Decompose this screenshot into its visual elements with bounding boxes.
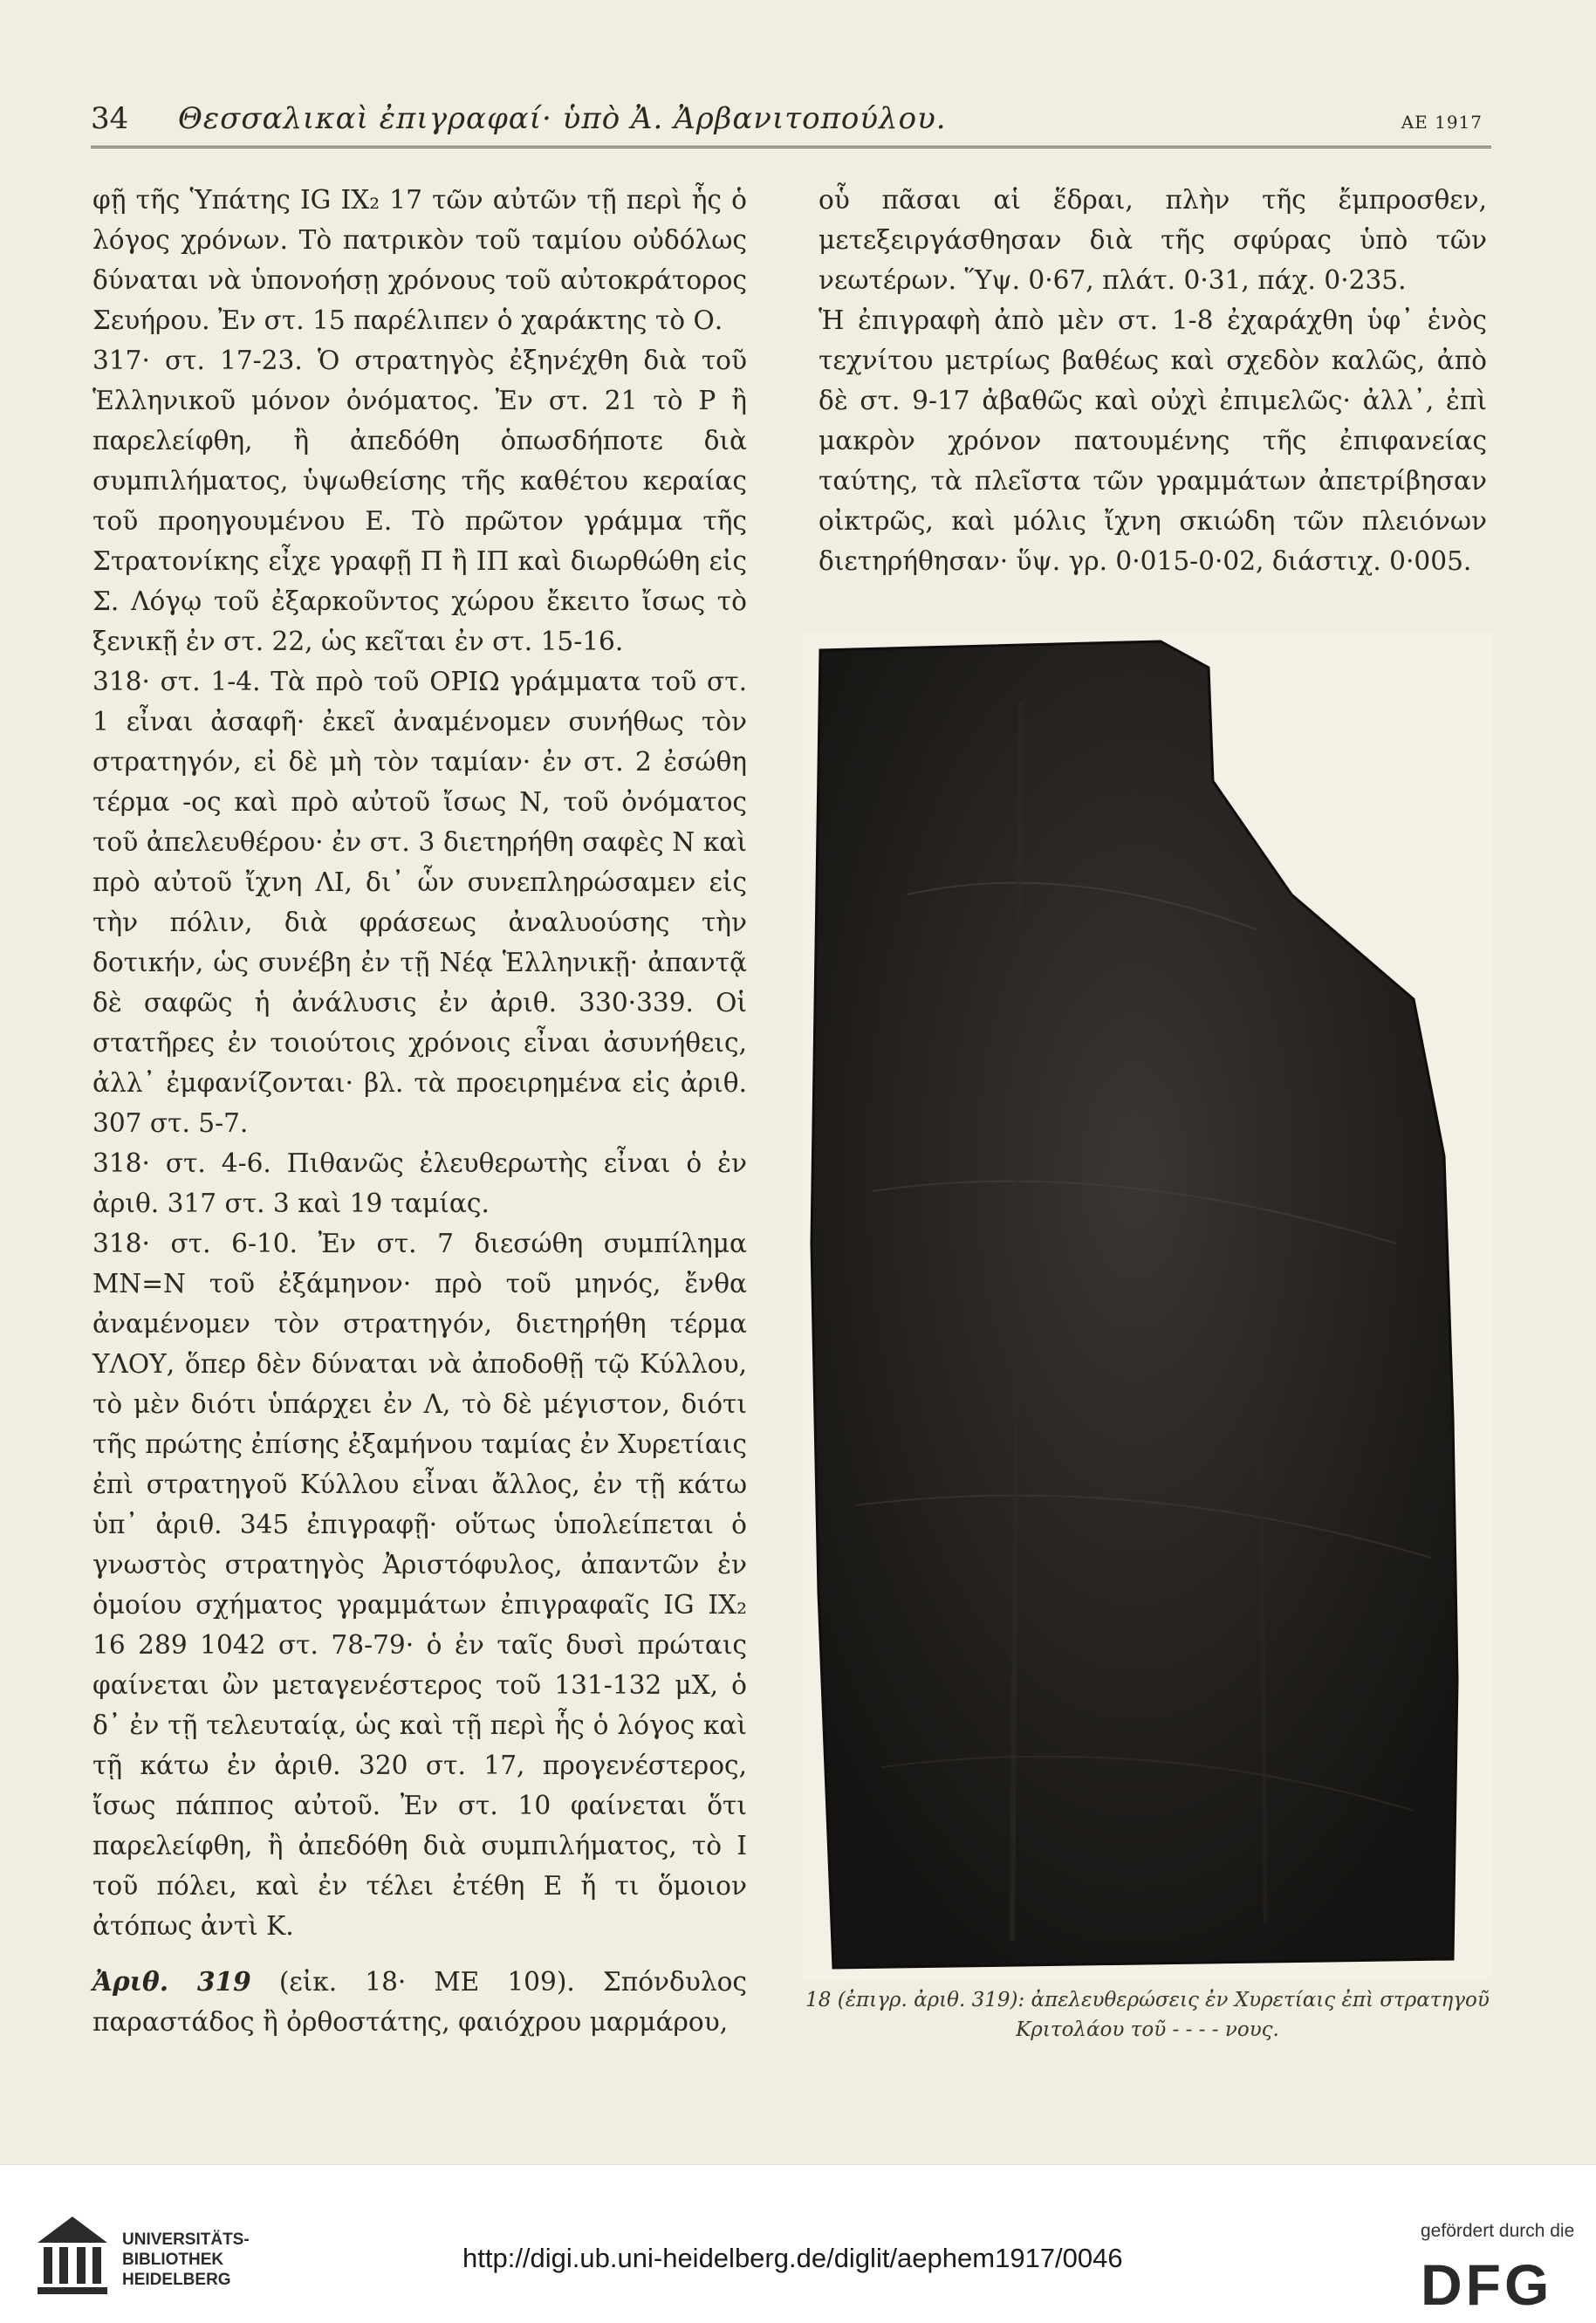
inscription-photo	[803, 633, 1492, 1981]
sponsor-label: gefördert durch die	[1421, 2221, 1575, 2241]
entry-lemma: Ἀριθ. 319	[92, 1966, 251, 1997]
library-name: UNIVERSITÄTS- BIBLIOTHEK HEIDELBERG	[122, 2230, 250, 2289]
entry-text: (εἰκ. 18· ΜΕ 109). Σπόνδυλος παραστάδος ἢ ὀρθοστάτης, φαιόχρου μαρμάρου,	[92, 1967, 747, 2037]
entry-319	[92, 1962, 747, 2042]
page-number: 34	[91, 101, 129, 136]
paragraph: 318· στ. 4-6. Πιθανῶς ἐλευθερωτὴς εἶναι ὁ ἐν ἀριθ. 317 στ. 3 καὶ 19 ταμίας.	[92, 1148, 747, 1218]
left-column	[92, 180, 747, 1946]
running-title: Θεσσαλικαὶ ἐπιγραφαί· ὑπὸ Ἀ. Ἀρβανιτοπούλου.	[178, 101, 947, 136]
digital-library-link[interactable]: http://digi.ub.uni-heidelberg.de/diglit/aephem1917/0046	[462, 2243, 1123, 2273]
running-header	[91, 96, 1491, 148]
paragraph: 318· στ. 6-10. Ἐν στ. 7 διεσώθη συμπίλημα ΜΝ=Ν τοῦ ἐξάμηνον· πρὸ τοῦ μηνός, ἔνθα ἀναμένομεν τὸν στρατηγόν, διετηρήθη τέρμα ΥΛΟΥ, ὅπερ δὲν δύναται νὰ ἀποδοθῇ τῷ Κύλλου, τὸ μὲν διότι ὑπάρχει ἐν Λ, τὸ δὲ μέγιστον, διότι τῆς πρώτης ἐπίσης ἐξαμήνου ταμίας ἐν Χυρετίαις ἐπὶ στρατηγοῦ Κύλλου εἶναι ἄλλος, ἐν τῇ κάτω ὑπ᾽ ἀριθ. 345 ἐπιγραφῇ· οὕτως ὑπολείπεται ὁ γνωστὸς στρατηγὸς Ἀριστόφυλος, ἀπαντῶν ἐν ὁμοίου σχήματος γραμμάτων ἐπιγραφαῖς IG IX₂ 16 289 1042 στ. 78-79· ὁ ἐν ταῖς δυσὶ πρώταις φαίνεται ὢν μεταγενέστερος τοῦ 131-132 μΧ, ὁ δ᾽ ἐν τῇ τελευταίᾳ, ὡς καὶ τῇ περὶ ἧς ὁ λόγος καὶ τῇ κάτω ἐν ἀριθ. 320 στ. 17, προγενέστερος, ἴσως πάππος αὐτοῦ. Ἐν στ. 10 φαίνεται ὅτι παρελείφθη, ἢ ἀπεδόθη διὰ συμπιλήματος, τὸ Ι τοῦ πόλει, καὶ ἐν τέλει ἐτέθη Ε ἤ τι ὅμοιον ἀτόπως ἀντὶ Κ.	[92, 1229, 747, 1941]
right-column	[819, 180, 1487, 581]
paragraph: 317· στ. 17-23. Ὁ στρατηγὸς ἐξηνέχθη διὰ τοῦ Ἑλληνικοῦ μόνον ὀνόματος. Ἐν στ. 21 τὸ Ρ ἢ παρελείφθη, ἢ ἀπεδόθη ὁπωσδήποτε διὰ συμπιλήματος, ὑψωθείσης τῆς καθέτου κεραίας τοῦ προηγουμένου Ε. Τὸ πρῶτον γράμμα τῆς Στρατονίκης εἶχε γραφῇ Π ἢ ΙΠ καὶ διωρθώθη εἰς Σ. Λόγῳ τοῦ ἐξαρκοῦντος χώρου ἔκειτο ἴσως τὸ ξενικῇ ἐν στ. 22, ὡς κεῖται ἐν στ. 15-16.	[92, 346, 747, 656]
paragraph: Ἡ ἐπιγραφὴ ἀπὸ μὲν στ. 1-8 ἐχαράχθη ὑφ᾽ ἑνὸς τεχνίτου μετρίως βαθέως καὶ σχεδὸν καλῶς, ἀπὸ δὲ στ. 9-17 ἀβαθῶς καὶ οὐχὶ ἐπιμελῶς· ἀλλ᾽, ἐπὶ μακρὸν χρόνον πατουμένης τῆς ἐπιφανείας ταύτης, τὰ πλεῖστα τῶν γραμμάτων ἀπετρίβησαν οἰκτρῶς, καὶ μόλις ἴχνη σκιώδη τῶν πλειόνων διετηρήθησαν· ὕψ. γρ. 0·015-0·02, διάστιχ. 0·005.	[819, 305, 1487, 576]
journal-code: ΑΕ 1917	[1401, 112, 1483, 133]
paragraph: οὗ πᾶσαι αἱ ἕδραι, πλὴν τῆς ἔμπροσθεν, μετεξειργάσθησαν διὰ τῆς σφύρας ὑπὸ τῶν νεωτέρων. Ὕψ. 0·67, πλάτ. 0·31, πάχ. 0·235.	[819, 185, 1487, 295]
paragraph: φῇ τῆς Ὑπάτης IG IX₂ 17 τῶν αὐτῶν τῇ περὶ ἧς ὁ λόγος χρόνων. Τὸ πατρικὸν τοῦ ταμίου οὐδόλως δύναται νὰ ὑπονοήσῃ χρόνους τοῦ αὐτοκράτορος Σευήρου. Ἐν στ. 15 παρέλιπεν ὁ χαράκτης τὸ Ο.	[92, 185, 747, 335]
dfg-logo: DFG	[1421, 2252, 1553, 2317]
figure-caption: 18 (ἐπιγρ. ἀριθ. 319): ἀπελευθερώσεις ἐν Χυρετίαις ἐπὶ στρατηγοῦ Κριτολάου τοῦ - - - - νους.	[805, 1989, 1490, 2041]
paragraph: 318· στ. 1-4. Τὰ πρὸ τοῦ ΟΡΙΩ γράμματα τοῦ στ. 1 εἶναι ἀσαφῆ· ἐκεῖ ἀναμένομεν συνήθως τὸν στρατηγόν, εἰ δὲ μὴ τὸν ταμίαν· ἐν στ. 2 ἐσώθη τέρμα -ος καὶ πρὸ αὐτοῦ ἴσως Ν, τοῦ ὀνόματος τοῦ ἀπελευθέρου· ἐν στ. 3 διετηρήθη σαφὲς Ν καὶ πρὸ αὐτοῦ ἴχνη ΛΙ, δι᾽ ὧν συνεπληρώσαμεν εἰς τὴν πόλιν, διὰ φράσεως ἀναλυούσης τὴν δοτικήν, ὡς συνέβη ἐν τῇ Νέᾳ Ἑλληνικῇ· ἀπαντᾷ δὲ σαφῶς ἡ ἀνάλυσις ἐν ἀριθ. 330·339. Οἱ στατῆρες ἐν τοιούτοις χρόνοις εἶναι ἀσυνήθεις, ἀλλ᾽ ἐμφανίζονται· βλ. τὰ προειρημένα εἰς ἀριθ. 307 στ. 5-7.	[92, 667, 747, 1138]
stone-slab-image	[803, 633, 1492, 1981]
university-library-logo	[33, 2212, 112, 2299]
